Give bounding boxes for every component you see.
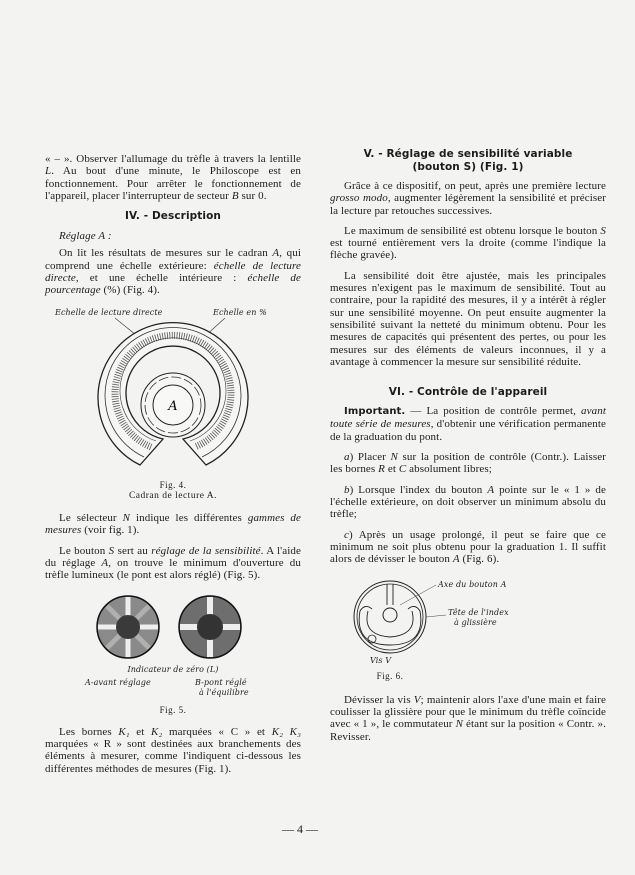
text-segment: . A l'aide du réglage bbox=[45, 544, 301, 569]
paragraph bbox=[330, 484, 606, 521]
text-segment: grosso modo bbox=[330, 192, 388, 205]
text-segment: pointe sur le « 1 » de l'échelle extérieure, on doit observer un minimum absolu du trèfle; bbox=[330, 483, 607, 521]
page-number: — 4 — bbox=[282, 822, 318, 836]
right-column bbox=[330, 148, 606, 751]
left-column bbox=[45, 153, 301, 783]
text-segment: Grâce à ce dispositif, on peut, après une première lecture bbox=[344, 180, 606, 192]
text-segment: Le bouton bbox=[59, 544, 109, 557]
text-segment: (%) (Fig. 4). bbox=[100, 284, 160, 297]
text-segment: A bbox=[272, 247, 280, 260]
figure-5-zero-indicator bbox=[45, 593, 301, 715]
text-segment: marquées « C » et bbox=[162, 725, 272, 738]
text-segment: Le sélecteur bbox=[59, 511, 123, 524]
text-segment: K₂ K₃ bbox=[271, 725, 302, 738]
dial-drawing bbox=[45, 305, 301, 477]
text-segment: sert au bbox=[114, 544, 152, 557]
figure-caption: Cadran de lecture A. bbox=[128, 490, 218, 501]
label-index-head-2: à glissière bbox=[454, 618, 497, 628]
text-segment: B bbox=[231, 189, 239, 202]
text-segment: La sensibilité doit être ajustée, mais les principales mesures n'exigent pas le maximum de sensibilité. Tout au contraire, pour la rapidité des mesures, il y a intérêt à régler sur une sensibilité moyenne. On peut ensuite augmenter la sensibilité suivant la netteté du minimum obtenu. Pour les mesures de capacités qui présentent des pertes, ou pour les mesures sur des éléments de valeurs inconnues, il y a avantage à commencer la mesure sur sensibilité réduite. bbox=[330, 269, 606, 368]
text-segment: A bbox=[452, 553, 460, 566]
figure-caption-number: Fig. 4. bbox=[159, 479, 187, 490]
label-percent-scale: Echelle en % bbox=[213, 307, 267, 317]
text-segment: , on trouve le minimum d'ouverture du trèfle lumineux (le pont est alors réglé) (Fig. 5). bbox=[45, 556, 301, 582]
paragraph bbox=[45, 726, 301, 775]
text-segment: ) Après un usage prolongé, il peut se faire que ce minimum ne soit plus obtenu pour la graduation 1. Il suffit alors de dévisser le bouton bbox=[330, 528, 606, 566]
text-segment: Le maximum de sensibilité est obtenu lorsque le bouton bbox=[344, 224, 601, 237]
text-segment: absolument libres; bbox=[406, 463, 492, 476]
section-heading-v-sub: (bouton S) (Fig. 1) bbox=[412, 161, 524, 173]
text-segment: (voir fig. 1). bbox=[81, 524, 140, 537]
text-segment: « – ». Observer l'allumage du trèfle à travers la lentille bbox=[45, 153, 301, 165]
text-segment: Dévisser la vis bbox=[344, 693, 414, 706]
subheading-reglage-a bbox=[45, 230, 301, 242]
text-segment: V bbox=[413, 693, 421, 706]
text-segment: , augmenter légèrement la sensibilité et préciser la lecture par retouches successives. bbox=[330, 192, 606, 217]
paragraph bbox=[330, 451, 606, 476]
label-axis-knob-a: Axe du bouton A bbox=[438, 580, 507, 590]
text-segment: K₂ bbox=[151, 725, 163, 738]
text-segment: échelle de lecture directe bbox=[45, 259, 301, 285]
text-segment: c bbox=[344, 528, 349, 541]
text-segment: , d'obtenir une vérification permanente de la graduation du pont. bbox=[330, 418, 606, 443]
label-index-head-1: Tête de l'index bbox=[448, 608, 509, 618]
paragraph bbox=[45, 153, 301, 202]
text-segment: sur la position de contrôle (Contr.). Laisser les bornes bbox=[330, 451, 606, 476]
label-screw-v: Vis V bbox=[370, 656, 392, 666]
label-b-line1: B-pont réglé bbox=[195, 678, 247, 688]
text-segment: réglage de la sensibilité bbox=[151, 544, 261, 557]
text-segment: marquées « R » sont destinées aux branchements des éléments à mesurer, comme l'indiquent ci-dessous les différentes méthodes de mesures (Fig. 1). bbox=[45, 738, 301, 775]
subheading-text: Réglage A : bbox=[59, 230, 112, 243]
text-segment: C bbox=[398, 463, 407, 476]
paragraph bbox=[45, 247, 301, 296]
text-segment: A bbox=[101, 556, 109, 569]
text-segment: et bbox=[384, 463, 399, 476]
text-segment: N bbox=[122, 511, 131, 524]
text-segment: R bbox=[378, 463, 385, 476]
label-direct-scale: Echelle de lecture directe bbox=[55, 307, 163, 317]
text-segment: étant sur la position « Contr. ». Revisser. bbox=[330, 718, 606, 743]
text-segment: S bbox=[600, 224, 606, 237]
paragraph bbox=[45, 512, 301, 537]
zero-indicator-drawing bbox=[45, 593, 301, 697]
text-segment: b bbox=[344, 483, 350, 496]
section-heading-v: V. - Réglage de sensibilité variable bbox=[363, 148, 573, 160]
label-b-line2: à l'équilibre bbox=[199, 688, 249, 698]
paragraph bbox=[45, 545, 301, 582]
indicator-title: Indicateur de zéro (L) bbox=[127, 665, 219, 675]
text-segment: Les bornes bbox=[59, 725, 119, 738]
important-label: Important. bbox=[344, 406, 406, 418]
label-a: A-avant réglage bbox=[85, 678, 151, 688]
text-segment: (Fig. 6). bbox=[459, 553, 500, 566]
paragraph bbox=[330, 694, 606, 743]
section-heading-iv: IV. - Description bbox=[125, 210, 221, 223]
text-segment: ) Placer bbox=[349, 451, 391, 464]
text-segment: ) Lorsque l'index du bouton bbox=[349, 483, 488, 496]
text-segment: A bbox=[487, 483, 495, 496]
text-segment: ; maintenir alors l'axe d'une main et faire coulisser la glissière pour que le minimum du trèfle coïncide avec « 1 », le commutateur bbox=[330, 693, 606, 731]
text-segment: — La position de contrôle permet, bbox=[405, 405, 582, 418]
knob-label: A bbox=[168, 398, 178, 414]
paragraph bbox=[330, 529, 606, 566]
figure-caption-number: Fig. 6. bbox=[376, 670, 404, 681]
indicator-b-balanced bbox=[179, 596, 241, 658]
text-segment: S bbox=[108, 544, 115, 557]
text-segment: sur 0. bbox=[238, 189, 267, 202]
figure-caption-number: Fig. 5. bbox=[159, 704, 187, 715]
figure-4-dial bbox=[45, 305, 301, 502]
paragraph bbox=[330, 225, 606, 262]
text-segment: . Au bout d'une minute, le Philoscope est en fonctionnement. Pour arrêter le fonctionnement de l'appareil, placer l'interrupteur de secteur bbox=[45, 165, 301, 202]
indicator-a-before-adjustment bbox=[97, 596, 159, 658]
text-segment: a bbox=[344, 451, 350, 464]
section-heading-vi: VI. - Contrôle de l'appareil bbox=[388, 386, 548, 399]
text-segment: L bbox=[45, 165, 52, 178]
text-segment: , et une échelle intérieure : bbox=[75, 272, 248, 285]
text-segment: N bbox=[390, 451, 398, 464]
text-segment: N bbox=[455, 718, 464, 731]
text-segment: On lit les résultats de mesures sur le cadran bbox=[59, 247, 273, 260]
text-segment: et bbox=[129, 725, 152, 738]
text-segment: avant toute série de mesures bbox=[330, 405, 606, 431]
text-segment: , qui comprend une échelle extérieure: bbox=[45, 247, 301, 272]
knob-drawing bbox=[330, 575, 606, 667]
figure-6-knob bbox=[330, 575, 606, 681]
paragraph-important bbox=[330, 405, 606, 443]
paragraph bbox=[330, 270, 606, 368]
text-segment: indique les différentes bbox=[130, 511, 248, 524]
text-segment: K₁ bbox=[118, 725, 130, 738]
text-segment: échelle de pourcentage bbox=[45, 272, 301, 297]
text-segment: est tourné entièrement vers la droite (comme l'indique la flèche gravée). bbox=[330, 237, 606, 262]
text-segment: gammes de mesures bbox=[45, 511, 301, 537]
paragraph bbox=[330, 180, 606, 217]
